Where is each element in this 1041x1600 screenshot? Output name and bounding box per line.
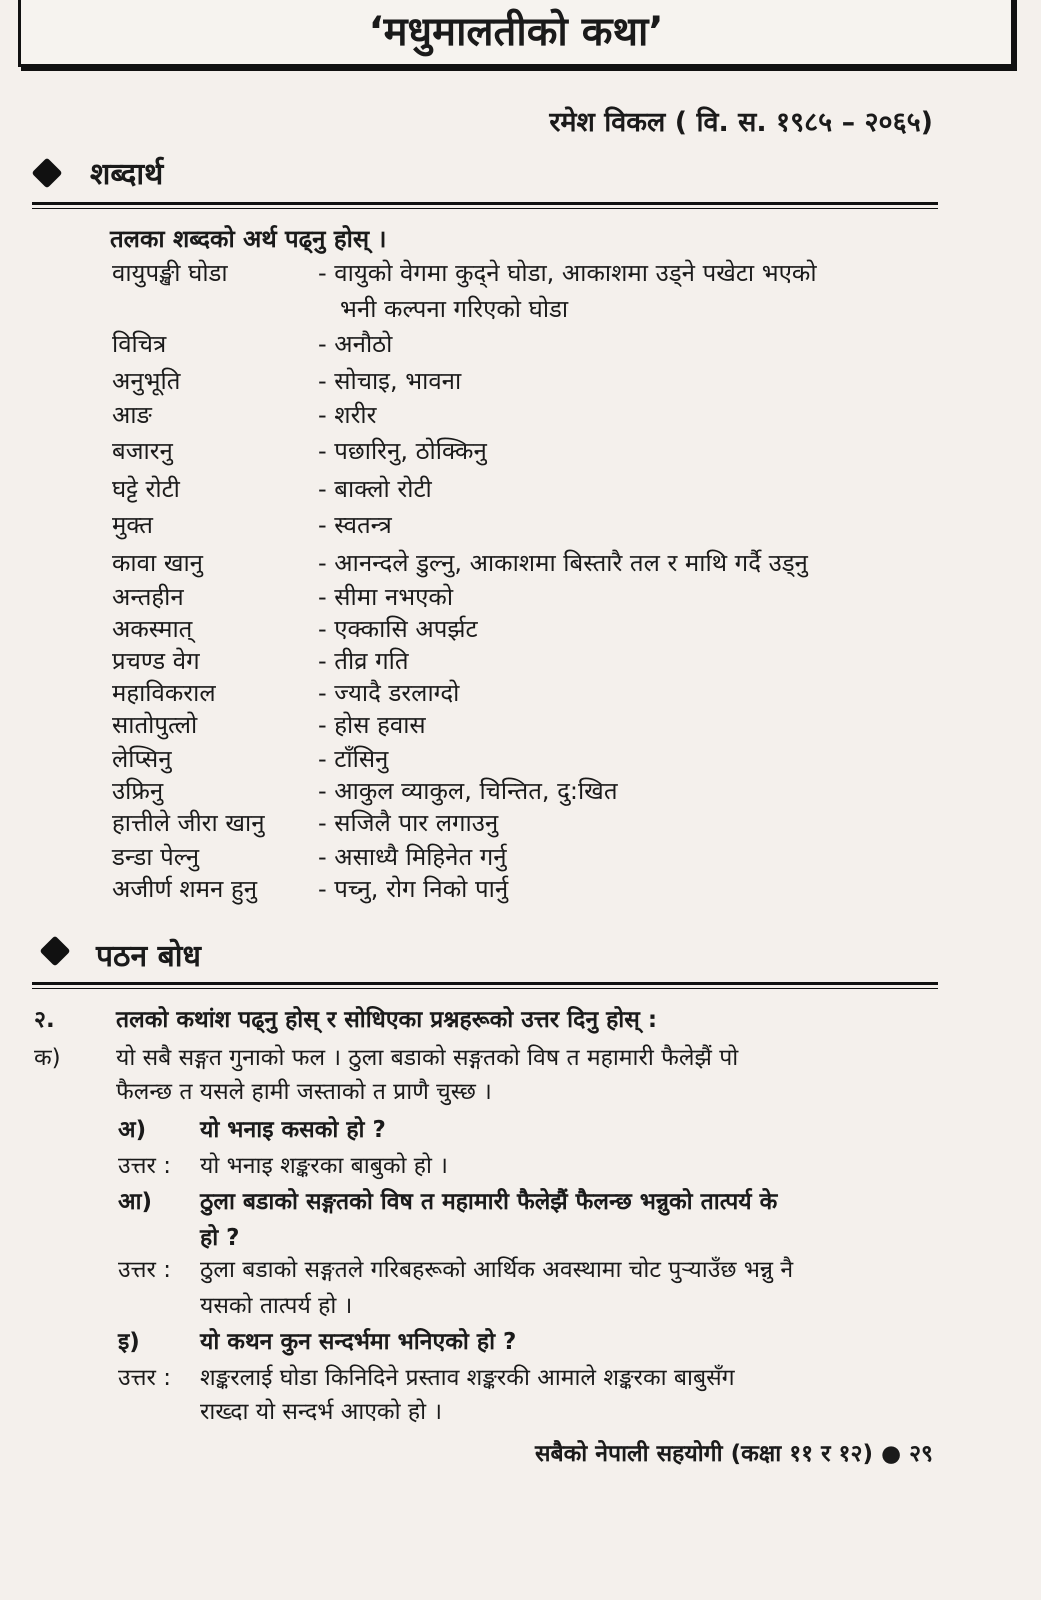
glossary-meaning: - बाक्लो रोटी <box>318 475 432 503</box>
glossary-meaning: - पच्नु, रोग निको पार्नु <box>318 875 509 903</box>
sub-question-label: अ) <box>118 1117 147 1143</box>
glossary-word: वायुपङ्खी घोडा <box>112 259 228 287</box>
diamond-bullet-icon <box>31 157 62 188</box>
sub-question-label: इ) <box>118 1329 140 1355</box>
glossary-meaning: - अनौठो <box>318 330 393 358</box>
divider <box>32 982 938 989</box>
glossary-meaning: - स्वतन्त्र <box>318 511 392 539</box>
section-heading-glossary: शब्दार्थ <box>90 157 164 192</box>
sub-question: यो भनाइ कसको हो ? <box>200 1117 386 1143</box>
sub-question-label: आ) <box>118 1189 153 1215</box>
glossary-word: अजीर्ण शमन हुनु <box>112 875 258 903</box>
glossary-word: अकस्मात् <box>112 615 193 643</box>
glossary-meaning: - पछारिनु, ठोक्किनु <box>318 437 487 465</box>
glossary-word: बजारनु <box>112 437 173 465</box>
question-text: तलको कथांश पढ्नु होस् र सोधिएका प्रश्नहरूको उत्तर दिनु होस् : <box>116 1007 658 1033</box>
glossary-meaning: - ज्यादै डरलाग्दो <box>318 679 460 707</box>
answer-label: उत्तर : <box>118 1153 171 1179</box>
passage-line: फैलन्छ त यसले हामी जस्ताको त प्राणै चुस्छ । <box>116 1079 492 1105</box>
glossary-meaning: - सीमा नभएको <box>318 583 454 611</box>
diamond-bullet-icon <box>39 935 70 966</box>
glossary-word: महाविकराल <box>112 679 216 707</box>
answer-label: उत्तर : <box>118 1257 171 1283</box>
glossary-word: सातोपुत्लो <box>112 711 198 739</box>
glossary-word: कावा खानु <box>112 549 204 577</box>
passage-line: यो सबै सङ्गत गुनाको फल । ठुला बडाको सङ्गतको विष त महामारी फैलेझैं पो <box>116 1045 739 1071</box>
glossary-meaning: - असाध्यै मिहिनेत गर्नु <box>318 843 507 871</box>
glossary-meaning: - एक्कासि अपर्झट <box>318 615 478 643</box>
author-line: रमेश विकल ( वि. स. १९८५ – २०६५) <box>549 107 933 138</box>
question-number: २. <box>34 1007 55 1033</box>
glossary-word: लेप्सिनु <box>112 745 172 773</box>
glossary-word: उफ्रिनु <box>112 777 164 805</box>
page-title: ‘मधुमालतीको कथा’ <box>368 9 664 55</box>
glossary-meaning: - सोचाइ, भावना <box>318 367 462 395</box>
sub-question: यो कथन कुन सन्दर्भमा भनिएको हो ? <box>200 1329 517 1355</box>
divider <box>32 202 938 209</box>
glossary-word: घट्टे रोटी <box>112 475 180 503</box>
answer: राख्दा यो सन्दर्भ आएको हो । <box>200 1399 443 1425</box>
answer: शङ्करलाई घोडा किनिदिने प्रस्ताव शङ्करकी आमाले शङ्करका बाबुसँग <box>200 1365 735 1391</box>
answer: यसको तात्पर्य हो । <box>200 1293 353 1319</box>
glossary-meaning: भनी कल्पना गरिएको घोडा <box>340 295 569 323</box>
glossary-meaning: - सजिलै पार लगाउनु <box>318 809 499 837</box>
glossary-word: डन्डा पेल्नु <box>112 843 200 871</box>
glossary-meaning: - तीव्र गति <box>318 647 409 675</box>
sub-question: हो ? <box>200 1225 240 1251</box>
sub-question: ठुला बडाको सङ्गतको विष त महामारी फैलेझैं फैलन्छ भन्नुको तात्पर्य के <box>200 1189 778 1215</box>
title-box <box>18 0 1014 67</box>
glossary-word: प्रचण्ड वेग <box>112 647 200 675</box>
glossary-word: हात्तीले जीरा खानु <box>112 809 265 837</box>
glossary-meaning: - आकुल व्याकुल, चिन्तित, दु:खित <box>318 777 618 805</box>
answer: यो भनाइ शङ्करका बाबुको हो । <box>200 1153 448 1179</box>
answer-label: उत्तर : <box>118 1365 171 1391</box>
glossary-meaning: - आनन्दले डुल्नु, आकाशमा बिस्तारै तल र माथि गर्दै उड्नु <box>318 549 808 577</box>
glossary-meaning: - टाँसिनु <box>318 745 389 773</box>
section-heading-comprehension: पठन बोध <box>96 939 201 974</box>
page-footer: सबैको नेपाली सहयोगी (कक्षा ११ र १२) ● २९ <box>534 1441 933 1467</box>
glossary-word: विचित्र <box>112 330 167 358</box>
glossary-word: आङ <box>112 401 152 429</box>
answer: ठुला बडाको सङ्गतले गरिबहरूको आर्थिक अवस्थामा चोट पुऱ्याउँछ भन्नु नै <box>200 1257 794 1283</box>
glossary-word: अनुभूति <box>112 367 181 395</box>
part-label: क) <box>34 1045 61 1071</box>
glossary-word: अन्तहीन <box>112 583 184 611</box>
glossary-meaning: - वायुको वेगमा कुद्ने घोडा, आकाशमा उड्ने पखेटा भएको <box>318 259 817 287</box>
glossary-word: मुक्त <box>112 511 153 539</box>
glossary-meaning: - शरीर <box>318 401 377 429</box>
glossary-instruction: तलका शब्दको अर्थ पढ्नु होस् । <box>110 225 387 253</box>
glossary-meaning: - होस हवास <box>318 711 426 739</box>
